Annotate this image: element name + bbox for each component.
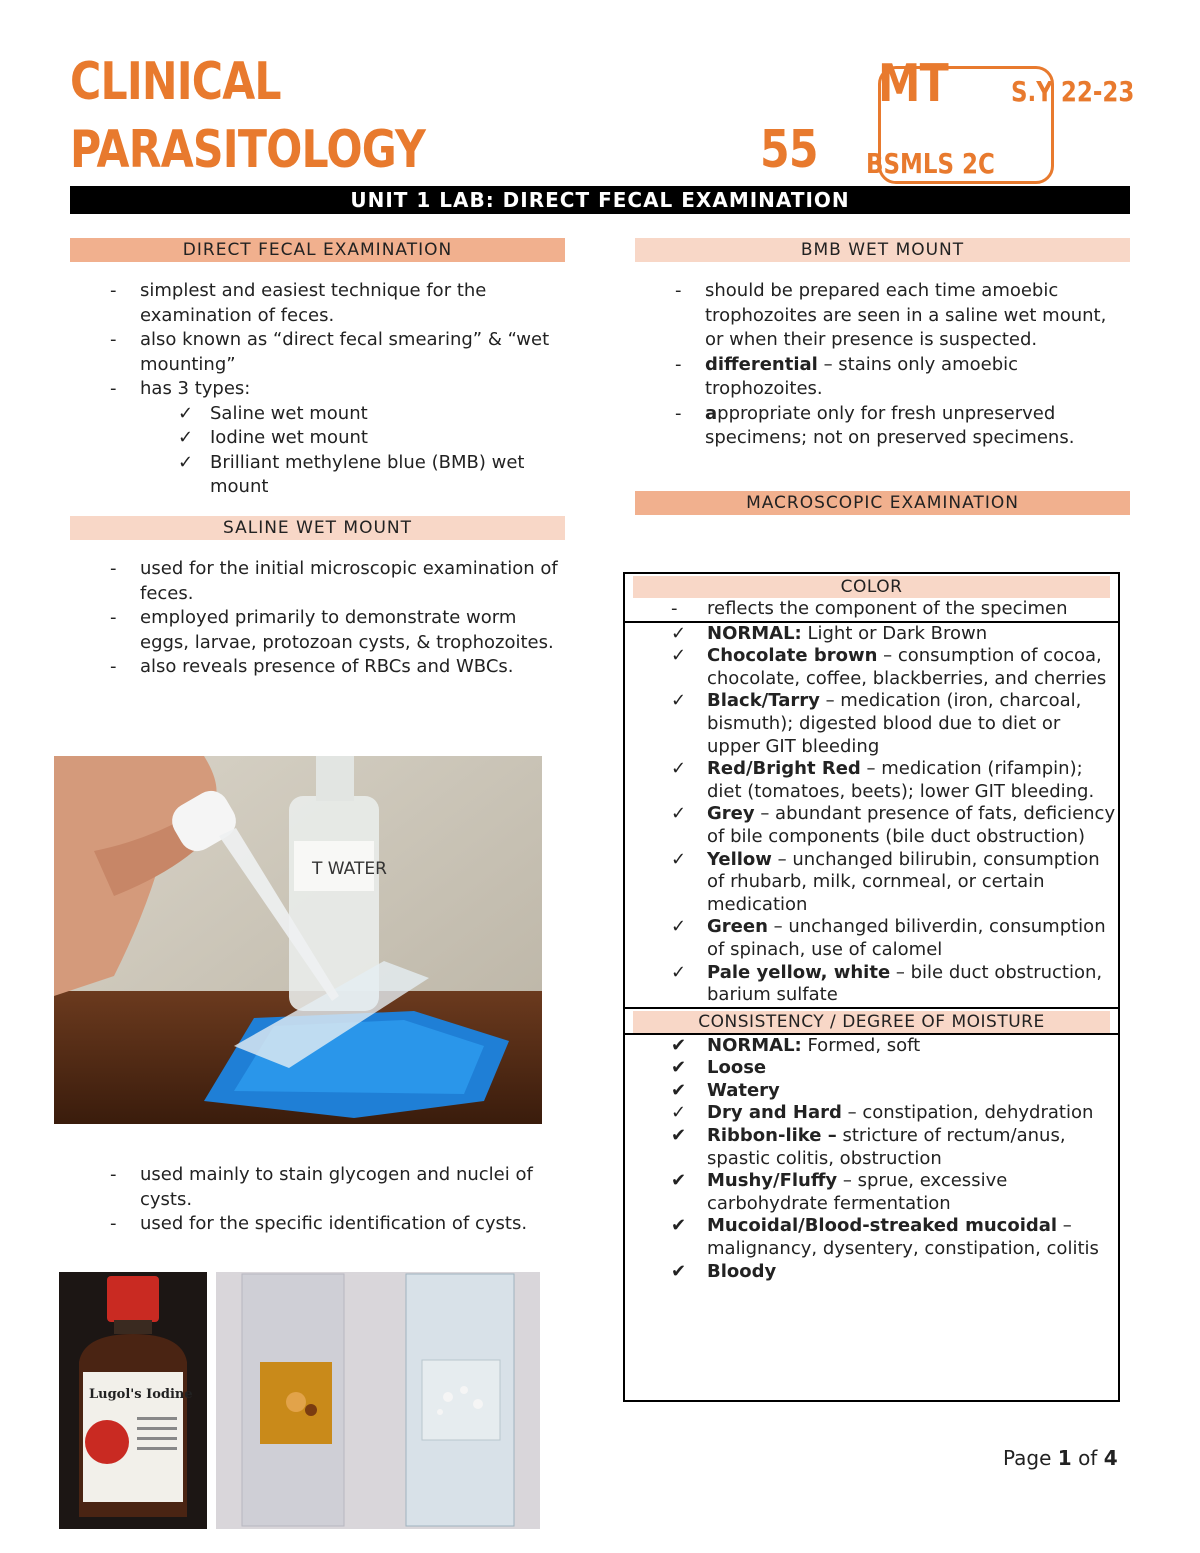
list-item: - appropriate only for fresh unpreserved specimens; not on preserved specimens. [635,402,1130,451]
page-number: Page 1 of 4 [1003,1446,1118,1470]
check-icon: ✓ [178,451,194,473]
check-icon: ✔ [671,1034,687,1056]
color-item: ✓ Chocolate brown – consumption of cocoa, chocolate, coffee, blackberries, and cherries [671,645,1107,689]
type-item: ✓ Iodine wet mount [70,426,565,451]
list-item: - also reveals presence of RBCs and WBCs. [70,655,565,680]
section-heading-saline: SALINE WET MOUNT [70,516,565,540]
consistency-item: ✔ NORMAL: Formed, soft [671,1034,921,1056]
list-item: - used for the specific identification of cysts. [70,1212,565,1237]
color-item: ✓ Yellow – unchanged bilirubin, consumption of rhubarb, milk, cornmeal, or certain medication [671,848,1100,915]
consistency-item: ✓ Dry and Hard – constipation, dehydration [671,1102,1094,1124]
check-icon: ✔ [671,1260,687,1282]
check-icon: ✓ [671,916,687,938]
list-item: - simplest and easiest technique for the examination of feces. [70,279,565,328]
check-icon: ✓ [671,758,687,780]
check-icon: ✔ [671,1125,687,1147]
iodine-slides-photo [216,1272,540,1529]
consistency-item: ✔ Ribbon-like – stricture of rectum/anus, spastic colitis, obstruction [671,1125,1066,1169]
check-icon: ✓ [671,690,687,712]
lugol-bottle-label: Lugol's Iodine [89,1387,193,1402]
unit-title-bar: UNIT 1 LAB: DIRECT FECAL EXAMINATION [70,186,1130,214]
check-icon: ✓ [671,1102,687,1124]
check-icon: ✓ [671,848,687,870]
title-line-1: CLINICAL [70,52,281,112]
table-note: - reflects the component of the specimen [671,598,1068,619]
bottle-label: T WATER [312,859,387,879]
iodine-list [70,1163,565,1237]
table-heading-consistency: CONSISTENCY / DEGREE OF MOISTURE [633,1011,1110,1033]
color-item: ✓ Red/Bright Red – medication (rifampin); diet (tomatoes, beets); lower GIT bleeding. [671,758,1095,802]
color-item: ✓ Black/Tarry – medication (iron, charcoal, bismuth); digested blood due to diet or upper GIT bleeding [671,690,1082,757]
consistency-item: ✔ Loose [671,1057,767,1079]
type-item: ✓ Saline wet mount [70,402,565,427]
check-icon: ✓ [671,622,687,644]
consistency-item: ✔ Mushy/Fluffy – sprue, excessive carbohydrate fermentation [671,1170,1008,1214]
section-heading-macroscopic: MACROSCOPIC EXAMINATION [635,491,1130,515]
color-item: ✓ NORMAL: Light or Dark Brown [671,622,988,644]
saline-list [70,557,565,680]
list-item: - also known as “direct fecal smearing” & “wet mounting” [70,328,565,377]
check-icon: ✔ [671,1215,687,1237]
color-item: ✓ Green – unchanged biliverdin, consumption of spinach, use of calomel [671,916,1106,960]
school-year: S.Y 22-23 [1011,75,1135,108]
check-icon: ✔ [671,1170,687,1192]
check-icon: ✔ [671,1079,687,1101]
consistency-item: ✔ Mucoidal/Blood-streaked mucoidal – malignancy, dysentery, constipation, colitis [671,1215,1099,1260]
type-item: ✓ Brilliant methylene blue (BMB) wet mount [178,451,525,497]
color-item: ✓ Pale yellow, white – bile duct obstruction, barium sulfate [671,961,1103,1006]
list-item: - employed primarily to demonstrate worm eggs, larvae, protozoan cysts, & trophozoites. [70,606,565,655]
check-icon: ✔ [671,1057,687,1079]
check-icon: ✓ [671,961,687,983]
consistency-item: ✔ Watery [671,1079,780,1101]
title-line-2: PARASITOLOGY [70,120,426,180]
color-item: ✓ Grey – abundant presence of fats, deficiency of bile components (bile duct obstruction) [671,803,1116,847]
list-item: - should be prepared each time amoebic trophozoites are seen in a saline wet mount, or when their presence is suspected. [635,279,1130,353]
bmb-list [635,279,1130,451]
section-heading-bmb: BMB WET MOUNT [635,238,1130,262]
direct-fecal-list [70,279,565,500]
list-item: - has 3 types: [70,377,565,402]
check-icon: ✓ [671,803,687,825]
header-mt: MT [878,54,948,114]
check-icon: ✓ [178,427,194,448]
section-label: BSMLS 2C [866,147,995,180]
check-icon: ✓ [671,645,687,667]
consistency-item: ✔ Bloody [671,1260,777,1282]
macroscopic-table [623,572,1120,1402]
lugols-iodine-photo [59,1272,207,1529]
check-icon: ✓ [178,402,194,424]
section-heading-direct-fecal: DIRECT FECAL EXAMINATION [70,238,565,262]
saline-mount-photo [54,756,542,1124]
table-heading-color: COLOR [633,576,1110,598]
list-item: - differential – stains only amoebic trophozoites. [635,353,1130,402]
header-number: 55 [760,120,818,180]
list-item: - used mainly to stain glycogen and nuclei of cysts. [70,1163,565,1212]
list-item: - used for the initial microscopic examination of feces. [70,557,565,606]
